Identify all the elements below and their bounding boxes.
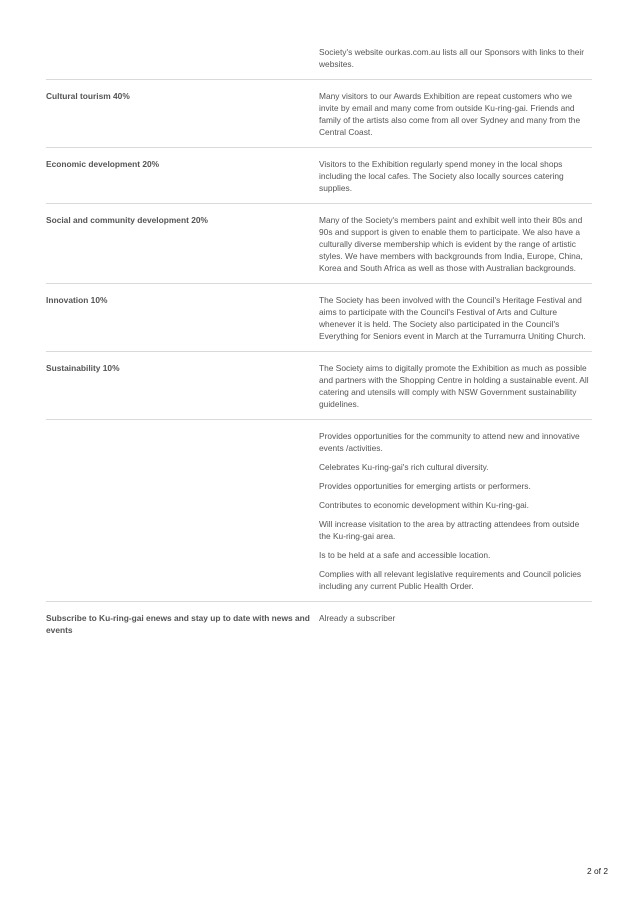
row-paragraph: Visitors to the Exhibition regularly spend money in the local shops including the local cafes. The Society also locally sources catering supplies. (319, 159, 564, 193)
form-row (46, 602, 592, 645)
row-value (319, 362, 592, 410)
row-label: Innovation 10% (46, 295, 108, 305)
row-value (319, 158, 592, 194)
row-value (319, 214, 592, 274)
row-paragraph: Celebrates Ku-ring-gai's rich cultural diversity. (319, 462, 489, 472)
row-paragraph: Is to be held at a safe and accessible location. (319, 550, 491, 560)
row-paragraph: The Society has been involved with the Council's Heritage Festival and aims to participate with the Council's Festival of Arts and Culture whenever it is held. The Society also participated in the Council's Everything for Seniors event in March at the Turramurra Uniting Church. (319, 295, 586, 341)
form-row (46, 420, 592, 602)
row-paragraph: Provides opportunities for emerging artists or performers. (319, 481, 531, 491)
row-value (319, 294, 592, 342)
row-paragraph: Already a subscriber (319, 613, 396, 623)
form-row (46, 148, 592, 204)
form-row (46, 284, 592, 352)
row-value (319, 430, 592, 592)
row-label: Subscribe to Ku-ring-gai enews and stay up to date with news and events (46, 613, 310, 635)
row-label (46, 430, 319, 592)
row-label: Sustainability 10% (46, 363, 120, 373)
row-value (319, 46, 592, 70)
form-row (46, 204, 592, 284)
row-paragraph: Complies with all relevant legislative requirements and Council policies including any current Public Health Order. (319, 569, 582, 591)
row-paragraph: The Society aims to digitally promote the Exhibition as much as possible and partners with the Shopping Centre in holding a sustainable event. All catering and utensils will comply with NSW Government sustainability guidelines. (319, 363, 589, 409)
page-number: 2 of 2 (587, 866, 608, 876)
row-label: Cultural tourism 40% (46, 91, 130, 101)
form-row (46, 80, 592, 148)
document-body (46, 46, 592, 645)
row-value (319, 612, 592, 636)
form-row (46, 46, 592, 80)
row-paragraph: Contributes to economic development within Ku-ring-gai. (319, 500, 529, 510)
row-label: Economic development 20% (46, 159, 160, 169)
row-label: Social and community development 20% (46, 215, 208, 225)
form-row (46, 352, 592, 420)
row-paragraph: Society's website ourkas.com.au lists all our Sponsors with links to their websites. (319, 47, 585, 69)
row-paragraph: Provides opportunities for the community to attend new and innovative events /activities. (319, 431, 580, 453)
row-paragraph: Many of the Society's members paint and exhibit well into their 80s and 90s and support is given to enable them to participate. We also have a culturally diverse membership which is evident by the range of artistic styles. We have members with backgrounds from India, Europe, China, Korea and South Africa as well as those with Australian backgrounds. (319, 215, 583, 273)
row-paragraph: Many visitors to our Awards Exhibition are repeat customers who we invite by email and many come from outside Ku-ring-gai. Friends and family of the artists also come from all over Sydney and many from the Central Coast. (319, 91, 581, 137)
row-paragraph: Will increase visitation to the area by attracting attendees from outside the Ku-ring-gai area. (319, 519, 580, 541)
row-value (319, 90, 592, 138)
row-label (46, 46, 319, 70)
